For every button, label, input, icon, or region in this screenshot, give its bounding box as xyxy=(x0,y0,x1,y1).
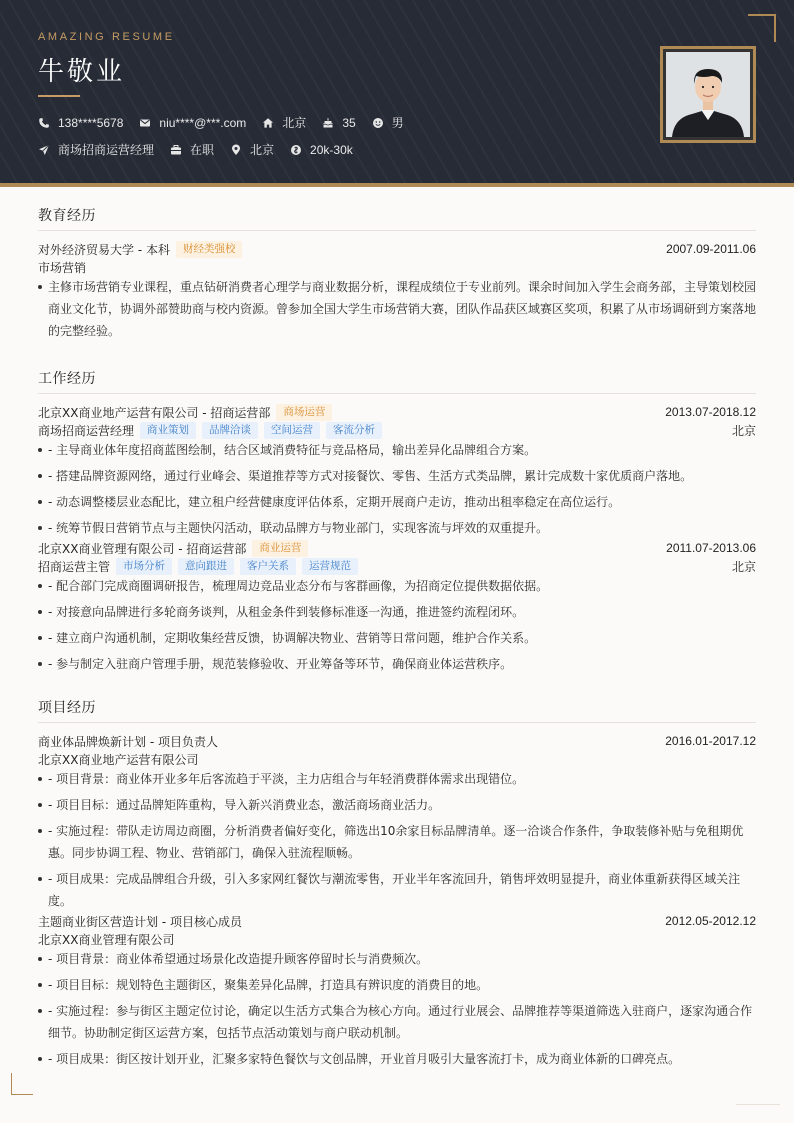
skill-tag: 空间运营 xyxy=(264,422,320,439)
home-icon xyxy=(262,117,274,129)
entry-header xyxy=(38,539,756,557)
education-entry xyxy=(38,240,756,342)
section-title: 项目经历 xyxy=(38,697,756,723)
work-section xyxy=(38,368,756,675)
position-item xyxy=(38,141,154,158)
entry-header xyxy=(38,403,756,421)
entry-subheader xyxy=(38,750,756,768)
skill-tag: 品牌洽谈 xyxy=(202,422,258,439)
entry-subheader xyxy=(38,557,756,575)
company-name: 北京XX商业管理有限公司 - 招商运营部 xyxy=(38,541,247,556)
target-city-item xyxy=(230,141,274,158)
mail-icon xyxy=(139,117,151,129)
gender-item xyxy=(372,114,404,131)
status-text: 在职 xyxy=(190,143,215,157)
bullet-item: - 对接意向品牌进行多轮商务谈判，从租金条件到装修标准逐一沟通，推进签约流程闭环。 xyxy=(38,601,756,623)
status-item xyxy=(170,141,214,158)
entry-bullets xyxy=(38,768,756,912)
bullet-item: - 项目背景：商业体开业多年后客流趋于平淡，主力店组合与年轻消费群体需求出现错位。 xyxy=(38,768,756,790)
avatar xyxy=(666,52,750,137)
contact-row xyxy=(38,114,420,131)
company-tag: 商业运营 xyxy=(252,540,308,557)
bullet-item: - 动态调整楼层业态配比，建立租户经营健康度评估体系，定期开展商户走访，推动出租率稳定在高位运行。 xyxy=(38,491,756,513)
age-item xyxy=(322,116,355,130)
corner-decoration xyxy=(748,14,776,42)
entry-date: 2013.07-2018.12 xyxy=(665,405,756,419)
work-entry xyxy=(38,539,756,675)
header-divider xyxy=(0,183,794,187)
gender-icon xyxy=(372,117,384,129)
skill-tag: 运营规范 xyxy=(302,558,358,575)
education-section xyxy=(38,205,756,342)
age-text: 35 xyxy=(342,115,356,130)
resume-body xyxy=(38,205,756,1074)
profile-photo xyxy=(660,46,756,143)
footer-line xyxy=(736,1104,780,1105)
entry-date: 2012.05-2012.12 xyxy=(665,914,756,928)
bullet-item: - 配合部门完成商圈调研报告，梳理周边竞品业态分布与客群画像，为招商定位提供数据依据。 xyxy=(38,575,756,597)
job-intent-row xyxy=(38,141,369,158)
entry-date: 2016.01-2017.12 xyxy=(665,734,756,748)
entry-header xyxy=(38,912,756,930)
project-name: 商业体品牌焕新计划 - 项目负责人 xyxy=(38,734,218,749)
entry-bullets xyxy=(38,276,756,342)
project-name: 主题商业街区营造计划 - 项目核心成员 xyxy=(38,914,242,929)
entry-subheader xyxy=(38,421,756,439)
role-name: 招商运营主管 xyxy=(38,559,111,574)
position-text: 商场招商运营经理 xyxy=(58,143,155,157)
entry-date: 2007.09-2011.06 xyxy=(666,242,756,256)
bullet-item: - 项目目标：通过品牌矩阵重构，导入新兴消费业态，激活商场商业活力。 xyxy=(38,794,756,816)
bullet-item: - 建立商户沟通机制，定期收集经营反馈，协调解决物业、营销等日常问题，维护合作关系。 xyxy=(38,627,756,649)
entry-bullets xyxy=(38,948,756,1070)
bullet-item: - 参与制定入驻商户管理手册，规范装修验收、开业筹备等环节，确保商业体运营秩序。 xyxy=(38,653,756,675)
bullet-item: - 项目成果：街区按计划开业，汇聚多家特色餐饮与文创品牌，开业首月吸引大量客流打卡，成为商业体新的口碑亮点。 xyxy=(38,1048,756,1070)
location-icon xyxy=(230,144,242,156)
corner-decoration xyxy=(11,1073,33,1095)
send-icon xyxy=(38,144,50,156)
skill-tag: 客流分析 xyxy=(326,422,382,439)
briefcase-icon xyxy=(170,144,182,156)
header-banner xyxy=(0,0,794,183)
gender-text: 男 xyxy=(391,116,404,130)
project-entry xyxy=(38,732,756,912)
city-text: 北京 xyxy=(282,116,307,130)
section-title: 教育经历 xyxy=(38,205,756,231)
entry-bullets xyxy=(38,439,756,539)
school-tag: 财经类强校 xyxy=(176,241,243,258)
name-underline xyxy=(38,95,80,97)
bullet-item: - 主导商业体年度招商蓝图绘制，结合区域消费特征与竞品格局，输出差异化品牌组合方案。 xyxy=(38,439,756,461)
phone-text: 138****5678 xyxy=(58,115,124,130)
skill-tag: 商业策划 xyxy=(140,422,196,439)
work-entry xyxy=(38,403,756,539)
cake-icon xyxy=(322,117,334,129)
project-entry xyxy=(38,912,756,1070)
resume-tagline: AMAZING RESUME xyxy=(38,31,175,43)
email-text: niu****@***.com xyxy=(159,115,247,130)
section-title: 工作经历 xyxy=(38,368,756,394)
bullet-item: 主修市场营销专业课程，重点钻研消费者心理学与商业数据分析，课程成绩位于专业前列。课余时间加入学生会商务部，主导策划校园商业文化节，协调外部赞助商与校内资源。曾参加全国大学生市场营销大赛，团队作品获区域赛区奖项，积累了从市场调研到方案落地的完整经验。 xyxy=(38,276,756,342)
phone-icon xyxy=(38,117,50,129)
entry-city: 北京 xyxy=(731,559,756,574)
skill-tag: 意向跟进 xyxy=(178,558,234,575)
bullet-item: - 项目成果：完成品牌组合升级，引入多家网红餐饮与潮流零售，开业半年客流回升，销售坪效明显提升，商业体重新获得区域关注度。 xyxy=(38,868,756,912)
entry-city: 北京 xyxy=(731,423,756,438)
project-org: 北京XX商业地产运营有限公司 xyxy=(38,752,199,767)
skill-tag: 客户关系 xyxy=(240,558,296,575)
bullet-item: - 实施过程：参与街区主题定位讨论，确定以生活方式集合为核心方向。通过行业展会、品牌推荐等渠道筛选入驻商户，逐家沟通合作细节。协助制定街区运营方案，包括节点活动策划与商户联动机制。 xyxy=(38,1000,756,1044)
salary-item xyxy=(290,143,353,157)
bullet-item: - 项目目标：规划特色主题街区，聚集差异化品牌，打造具有辨识度的消费目的地。 xyxy=(38,974,756,996)
entry-header xyxy=(38,240,756,258)
phone-item xyxy=(38,116,123,130)
bullet-item: - 搭建品牌资源网络，通过行业峰会、渠道推荐等方式对接餐饮、零售、生活方式类品牌，累计完成数十家优质商户落地。 xyxy=(38,465,756,487)
entry-bullets xyxy=(38,575,756,675)
target-city-text: 北京 xyxy=(250,143,275,157)
company-tag: 商场运营 xyxy=(276,404,332,421)
bullet-item: - 实施过程：带队走访周边商圈，分析消费者偏好变化，筛选出10余家目标品牌清单。逐一洽谈合作条件，争取装修补贴与免租期优惠。同步协调工程、物业、营销部门，确保入驻流程顺畅。 xyxy=(38,820,756,864)
role-name: 商场招商运营经理 xyxy=(38,423,135,438)
entry-header xyxy=(38,732,756,750)
salary-text: 20k-30k xyxy=(310,142,353,157)
candidate-name: 牛敬业 xyxy=(38,57,126,87)
entry-date: 2011.07-2013.06 xyxy=(666,541,756,555)
email-item xyxy=(139,116,246,130)
entry-subheader xyxy=(38,930,756,948)
project-section xyxy=(38,697,756,1070)
salary-icon xyxy=(290,144,302,156)
company-name: 北京XX商业地产运营有限公司 - 招商运营部 xyxy=(38,405,271,420)
bullet-item: - 项目背景：商业体希望通过场景化改造提升顾客停留时长与消费频次。 xyxy=(38,948,756,970)
project-org: 北京XX商业管理有限公司 xyxy=(38,932,175,947)
city-item xyxy=(262,114,306,131)
bullet-item: - 统筹节假日营销节点与主题快闪活动，联动品牌方与物业部门，实现客流与坪效的双重提升。 xyxy=(38,517,756,539)
entry-subheader xyxy=(38,258,756,276)
school-name: 对外经济贸易大学 - 本科 xyxy=(38,242,170,257)
major-name: 市场营销 xyxy=(38,260,87,275)
skill-tag: 市场分析 xyxy=(116,558,172,575)
